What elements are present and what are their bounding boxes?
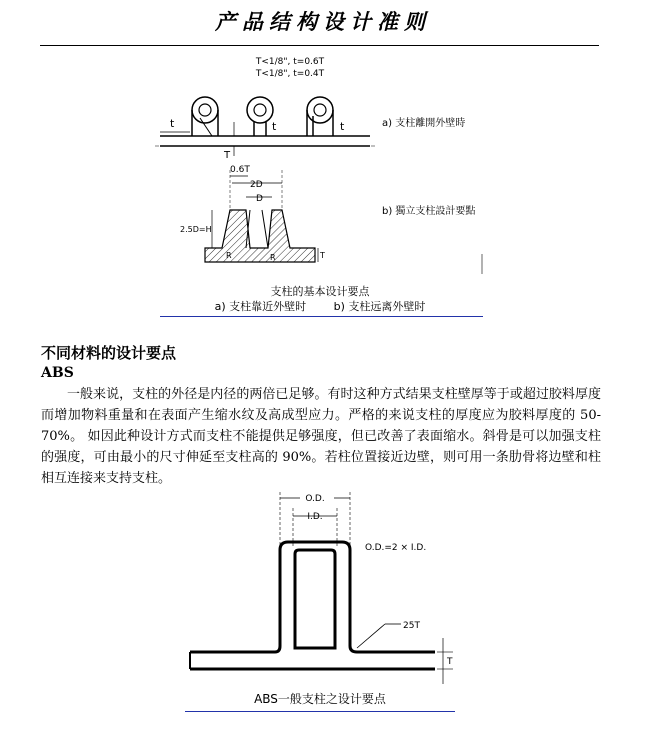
formula-od-id: O.D.=2 × I.D. [365,543,427,553]
title-divider [40,45,599,46]
abs-boss-figure [185,488,485,688]
section-subheading: ABS [41,365,74,381]
boss-design-figure [150,52,490,280]
page-title: 产品结构设计准则 [215,10,431,34]
formula-line-2: T<1/8", t=0.4T [255,69,325,79]
dim-R-2: R [270,253,276,262]
figure1-caption-sub [160,298,480,314]
figure1-caption-b: b) 支柱远离外壁时 [333,300,426,313]
dim-T-2: T [320,251,325,260]
dim-0.6T: 0.6T [230,165,250,175]
section-paragraph: 一般来说，支柱的外径是内径的两倍已足够。有时这种方式结果支柱壁厚等于或超过胶料厚度而增加物料重量和在表面产生缩水纹及高成型应力。严格的来说支柱的厚度应为胶料厚度的 50-70%。 如因此种设计方式而支柱不能提供足够强度，但已改善了表面缩水。斜骨是可以加强支柱的强度，可由最小的尺寸伸延至支柱高的 90%。若柱位置接近边壁，则可用一条肋骨将边壁和柱相互连接来支持支柱。 [41,387,601,486]
dim-R-1: R [226,251,232,260]
figure2-underline [185,711,455,712]
figure1-underline [160,316,483,317]
section-heading: 不同材料的设计要点 [41,344,177,362]
dim-t-2: t [272,120,277,133]
dim-2D: 2D [250,180,263,190]
dim-t-1: t [170,117,175,130]
figure1-caption-a: a) 支柱靠近外壁时 [214,300,307,313]
label-b: b) 獨立支柱設計要點 [382,206,476,217]
dim-t-3: t [340,120,345,133]
dim-OD: O.D. [305,494,325,504]
label-a: a) 支柱離開外壁時 [382,118,466,129]
formula-line-1: T<1/8", t=0.6T [255,57,325,67]
dim-D: D [256,194,263,204]
dim-2.5D-H: 2.5D=H [180,225,212,234]
figure1-caption-title: 支柱的基本设计要点 [270,285,370,298]
dim-ID: I.D. [307,512,323,522]
dim-25T: 25T [403,621,420,631]
figure2-caption: ABS一般支柱之设计要点 [254,692,386,706]
dim-T: T [447,657,453,667]
dim-T-1: T [224,150,231,161]
